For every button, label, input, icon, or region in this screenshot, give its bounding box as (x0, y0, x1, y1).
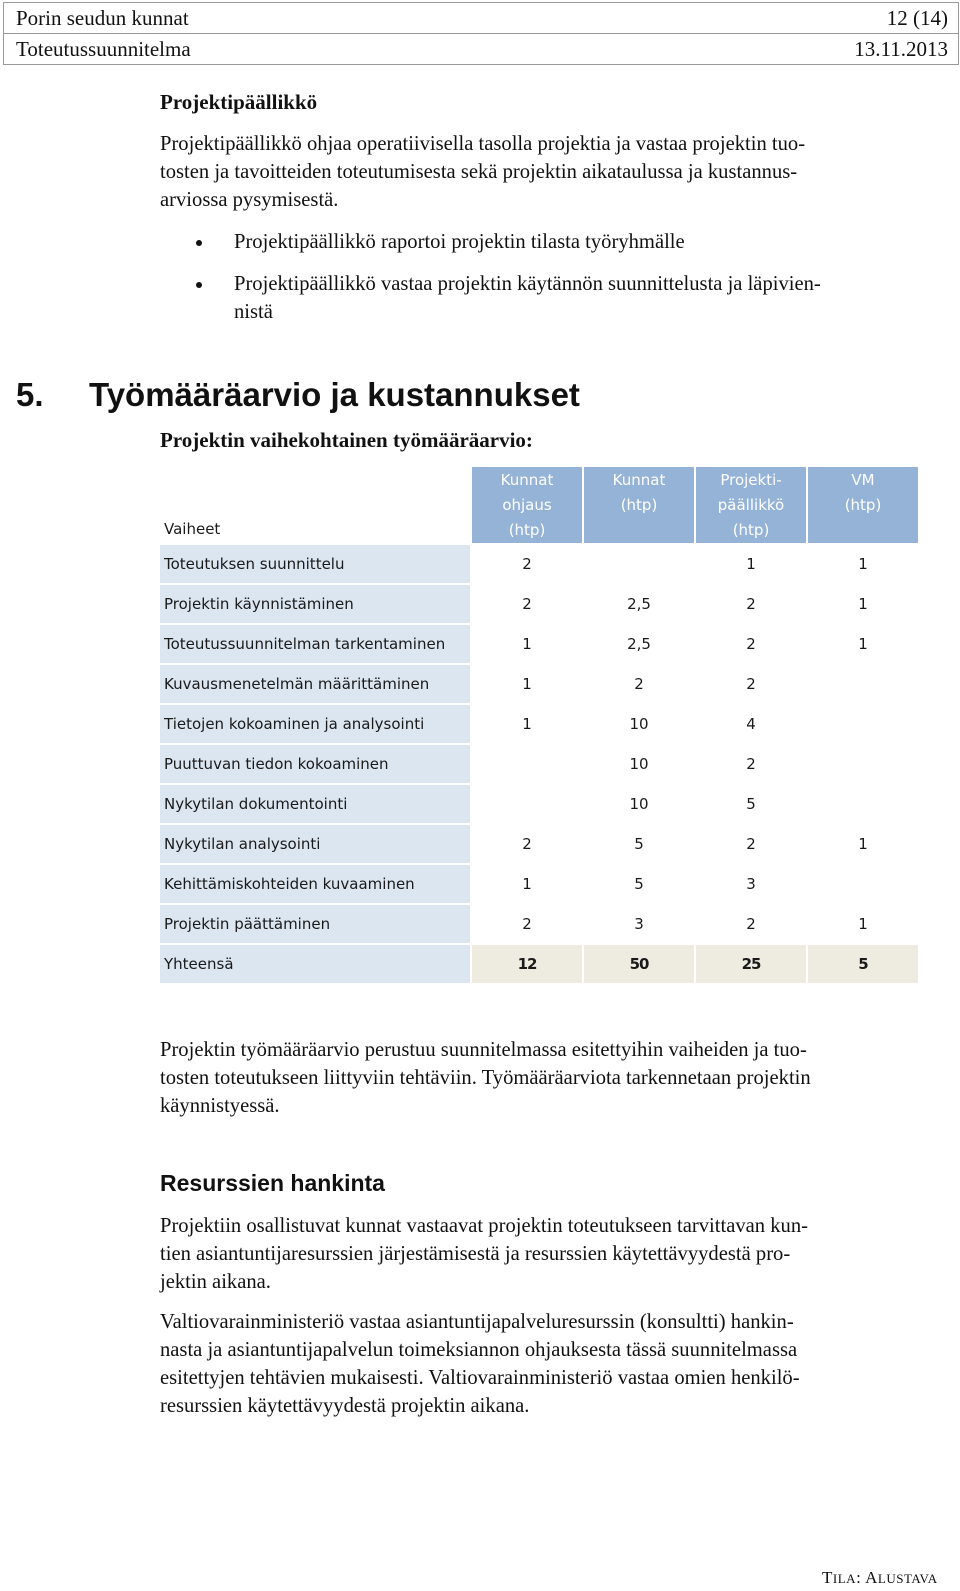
value-cell: 1 (808, 545, 918, 583)
paragraph-line: arviossa pysymisestä. (160, 189, 339, 211)
paragraph-line: Valtiovarainministeriö vastaa asiantuntijapalveluresurssin (konsultti) hankin- (160, 1311, 794, 1333)
value-cell: 1 (808, 905, 918, 943)
table-row (160, 625, 918, 663)
after-table-paragraph (160, 1036, 947, 1120)
bullet-line: Projektipäällikkö vastaa projektin käytännön suunnittelusta ja läpivien- (234, 273, 821, 295)
value-cell (584, 545, 694, 583)
status-value-rest: LUSTAVA (877, 1571, 938, 1586)
document-date: 13.11.2013 (854, 37, 948, 61)
paragraph-line: tosten toteutukseen liittyviin tehtäviin. Työmääräarviota tarkennetaan projektin (160, 1067, 811, 1089)
value-cell (808, 785, 918, 823)
total-label-cell: Yhteensä (160, 945, 470, 983)
table-row (160, 665, 918, 703)
total-value-cell: 12 (472, 945, 582, 983)
value-cell: 2 (696, 625, 806, 663)
table-row (160, 705, 918, 743)
bullet-item (234, 270, 947, 326)
value-cell (808, 705, 918, 743)
total-value-cell: 50 (584, 945, 694, 983)
stage-cell: Projektin päättäminen (160, 905, 470, 943)
stage-cell: Toteutuksen suunnittelu (160, 545, 470, 583)
value-cell: 10 (584, 745, 694, 783)
organization-name: Porin seudun kunnat (16, 6, 189, 30)
stage-cell: Nykytilan dokumentointi (160, 785, 470, 823)
value-cell: 5 (584, 825, 694, 863)
workload-estimate-table (158, 465, 920, 985)
page-header (3, 2, 959, 65)
value-cell (472, 785, 582, 823)
table-subheading: Projektin vaihekohtainen työmääräarvio: (160, 428, 533, 452)
value-cell: 1 (472, 865, 582, 903)
bullet-icon (196, 282, 202, 288)
paragraph-line: resurssien käytettävyydestä projektin aikana. (160, 1395, 530, 1417)
table-header-row (160, 467, 918, 543)
stage-cell: Puuttuvan tiedon kokoaminen (160, 745, 470, 783)
status-value-initial: A (865, 1568, 878, 1587)
header-line: (htp) (844, 496, 882, 514)
table-row (160, 785, 918, 823)
stage-cell: Kuvausmenetelmän määrittäminen (160, 665, 470, 703)
value-cell (808, 665, 918, 703)
header-line: (htp) (732, 521, 770, 539)
paragraph-line: nasta ja asiantuntijapalvelun toimeksiannon ohjauksesta tässä suunnitelmassa (160, 1339, 798, 1361)
value-cell: 2 (472, 825, 582, 863)
paragraph-line: tien asiantuntijaresurssien järjestämisestä ja resurssien käytettävyydestä pro- (160, 1243, 791, 1265)
stage-cell: Kehittämiskohteiden kuvaaminen (160, 865, 470, 903)
table-row (160, 825, 918, 863)
section-heading-project-manager: Projektipäällikkö (160, 90, 318, 114)
bullet-line: Projektipäällikkö raportoi projektin tilasta työryhmälle (234, 231, 685, 253)
paragraph-line: Projektin työmääräarvio perustuu suunnitelmassa esitettyihin vaiheiden ja tuo- (160, 1039, 807, 1061)
status-separator: : (856, 1568, 866, 1587)
value-cell: 2 (696, 825, 806, 863)
status-label-initial: T (822, 1568, 833, 1587)
value-cell: 2 (696, 905, 806, 943)
value-cell: 3 (696, 865, 806, 903)
stage-cell: Nykytilan analysointi (160, 825, 470, 863)
header-line: ohjaus (502, 496, 552, 514)
section-number: 5. (16, 376, 44, 413)
table-total-row (160, 945, 918, 983)
resources-paragraph-1 (160, 1212, 947, 1296)
value-cell: 1 (808, 825, 918, 863)
value-cell: 2 (584, 665, 694, 703)
table-row (160, 585, 918, 623)
paragraph-line: Projektipäällikkö ohjaa operatiivisella tasolla projektia ja vastaa projektin tuo- (160, 133, 806, 155)
value-cell: 2,5 (584, 585, 694, 623)
value-cell: 10 (584, 785, 694, 823)
value-cell: 4 (696, 705, 806, 743)
value-cell: 2 (696, 665, 806, 703)
page-number: 12 (14) (886, 6, 948, 30)
header-row-doc (4, 33, 958, 64)
stage-cell: Tietojen kokoaminen ja analysointi (160, 705, 470, 743)
header-line: Kunnat (500, 471, 554, 489)
value-cell (808, 865, 918, 903)
header-row-org (4, 3, 958, 33)
bullet-icon (196, 240, 202, 246)
value-cell: 5 (696, 785, 806, 823)
table-row (160, 865, 918, 903)
stage-cell: Toteutussuunnitelman tarkentaminen (160, 625, 470, 663)
column-header-stage: Vaiheet (164, 520, 221, 538)
value-cell: 1 (808, 585, 918, 623)
value-cell (472, 745, 582, 783)
value-cell: 1 (472, 665, 582, 703)
resources-heading: Resurssien hankinta (160, 1170, 385, 1196)
value-cell: 5 (584, 865, 694, 903)
value-cell: 3 (584, 905, 694, 943)
value-cell: 10 (584, 705, 694, 743)
value-cell: 2,5 (584, 625, 694, 663)
paragraph-line: Projektiin osallistuvat kunnat vastaavat projektin toteutukseen tarvittavan kun- (160, 1215, 808, 1237)
section-5-heading (16, 376, 580, 414)
header-line: Projekti- (720, 471, 782, 489)
value-cell: 2 (472, 905, 582, 943)
column-header-vm (808, 467, 918, 543)
stage-cell: Projektin käynnistäminen (160, 585, 470, 623)
column-header-municipal-steering (472, 467, 582, 543)
value-cell: 1 (696, 545, 806, 583)
value-cell: 1 (472, 625, 582, 663)
paragraph-line: esitettyjen tehtävien mukaisesti. Valtiovarainministeriö vastaa omien henkilö- (160, 1367, 800, 1389)
paragraph-line: käynnistyessä. (160, 1095, 280, 1117)
bullet-line: nistä (234, 301, 273, 323)
value-cell: 2 (696, 745, 806, 783)
resources-paragraph-2 (160, 1308, 947, 1420)
value-cell: 2 (472, 545, 582, 583)
document-status (822, 1568, 938, 1588)
table-row (160, 905, 918, 943)
document-title: Toteutussuunnitelma (16, 37, 191, 61)
value-cell: 1 (472, 705, 582, 743)
paragraph-line: jektin aikana. (160, 1271, 271, 1293)
value-cell: 1 (808, 625, 918, 663)
header-line: päällikkö (717, 496, 785, 514)
value-cell: 2 (472, 585, 582, 623)
header-line: Kunnat (612, 471, 666, 489)
column-header-project-manager (696, 467, 806, 543)
bullet-item (234, 228, 947, 256)
header-line: VM (851, 471, 875, 489)
column-header-municipalities (584, 467, 694, 543)
total-value-cell: 5 (808, 945, 918, 983)
table-row (160, 745, 918, 783)
header-line: (htp) (620, 496, 658, 514)
section-title: Työmääräarvio ja kustannukset (89, 376, 580, 413)
header-line: (htp) (508, 521, 546, 539)
total-value-cell: 25 (696, 945, 806, 983)
value-cell: 2 (696, 585, 806, 623)
project-manager-paragraph (160, 130, 947, 214)
paragraph-line: tosten ja tavoitteiden toteutumisesta sekä projektin aikataulussa ja kustannus- (160, 161, 798, 183)
status-label-rest: ILA (832, 1571, 857, 1586)
value-cell (808, 745, 918, 783)
table-row (160, 545, 918, 583)
